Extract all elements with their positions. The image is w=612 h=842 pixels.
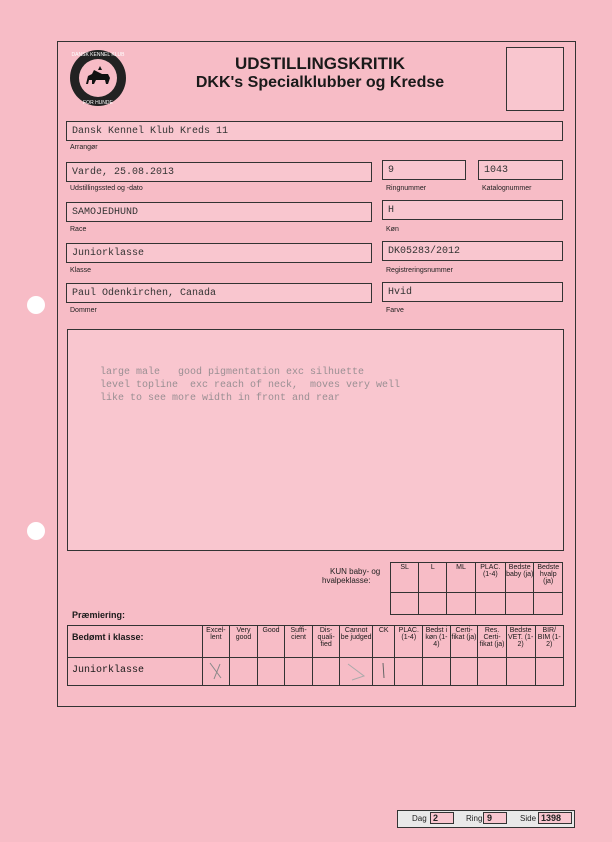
kon-field [382,200,563,220]
ring-label: Ringnummer [386,185,427,192]
dommer-value: Paul Odenkirchen, Canada [72,288,217,299]
col-disqualified: Dis-quali-fied [312,626,340,658]
grade-cell [257,658,285,686]
col-sufficient: Suffi-cient [285,626,313,658]
baby-cell [505,593,534,615]
reg-label: Registreringsnummer [386,267,453,274]
col-ck: CK [372,626,394,658]
excellent-check-mark [203,658,230,684]
grade-cell [230,658,258,686]
klasse-value: Juniorklasse [72,248,145,259]
col-excellent: Excel-lent [202,626,230,658]
grade-cell [395,658,423,686]
baby-label-2: hvalpeklasse: [322,576,371,585]
baby-col-sl: SL [391,563,419,593]
kon-value: H [388,205,395,216]
baby-cell [475,593,505,615]
klasse-label: Klasse [70,267,92,274]
col-certifikat: Certi-fikat (ja) [450,626,478,658]
col-cannot-be-judged: Cannot be judged [340,626,373,658]
side-label: Side [520,814,537,823]
col-plac: PLAC. (1-4) [395,626,423,658]
critique-line-1: large male good pigmentation exc silhuette [100,367,365,378]
farve-value: Hvid [388,287,413,298]
critique-line-3: like to see more width in front and rear [100,393,341,404]
baby-col-bedste-baby: Bedste baby (ja) [505,563,534,593]
grade-cell [423,658,451,686]
col-bedste-vet: Bedste VET. (1-2) [506,626,535,658]
grade-cell [450,658,478,686]
ring-field [382,160,466,180]
punch-hole-bottom [27,522,45,540]
col-good: Good [257,626,285,658]
dommer-label: Dommer [70,307,97,314]
col-res-certifikat: Res. Certi-fikat (ja) [478,626,507,658]
arrangor-value: Dansk Kennel Klub Kreds 11 [72,126,229,137]
bedomt-header: Bedømt i klasse: [68,626,203,658]
grade-cell [478,658,507,686]
ring-value: 9 [388,165,395,176]
katalog-label: Katalognummer [482,185,532,192]
col-bir-bim: BIR/ BIM (1-2) [535,626,563,658]
ring-footer-label: Ring [466,814,483,823]
arrangor-label: Arrangør [70,144,98,151]
cannot-judged-mark [340,658,372,684]
form-subtitle: DKK's Specialklubber og Kredse [195,74,445,91]
dkk-logo [68,48,128,108]
baby-cell [447,593,475,615]
ck-cell [372,658,394,686]
photo-box [506,47,564,111]
col-bedst-i-kon: Bedst i køn (1-4) [423,626,451,658]
farve-label: Farve [386,307,404,314]
critique-line-2: level topline exc reach of neck, moves very well [100,380,401,391]
kon-label: Køn [386,226,399,233]
grade-cell [506,658,535,686]
row-class-value: Juniorklasse [68,658,203,686]
form-title: UDSTILLINGSKRITIK [235,54,405,73]
grade-cell [285,658,313,686]
dag-label: Dag [412,814,427,823]
grade-cell [312,658,340,686]
ring-footer-value: 9 [487,813,493,823]
critique-box [67,329,564,551]
premiering-label: Præmiering: [72,610,126,620]
cannot-mark-cell [340,658,373,686]
baby-cell [534,593,563,615]
col-very-good: Very good [230,626,258,658]
race-value: SAMOJEDHUND [72,207,139,218]
excellent-mark-cell [202,658,230,686]
reg-value: DK05283/2012 [388,246,461,257]
race-label: Race [70,226,87,233]
baby-col-bedste-hvalp: Bedste hvalp (ja) [534,563,563,593]
svg-text:FOR HUNDE: FOR HUNDE [83,100,113,106]
sted-value: Varde, 25.08.2013 [72,167,175,178]
baby-col-l: L [419,563,447,593]
side-value: 1398 [541,813,562,823]
baby-table [390,562,563,615]
grade-cell [535,658,563,686]
punch-hole-top [27,296,45,314]
baby-col-ml: ML [447,563,475,593]
dag-value: 2 [433,813,439,823]
baby-cell [391,593,419,615]
baby-label-1: KUN baby- og [330,567,381,576]
premiering-table [67,625,564,686]
svg-text:DANSK KENNEL KLUB: DANSK KENNEL KLUB [71,52,125,58]
ck-mark [373,658,395,684]
baby-col-plac: PLAC. (1-4) [475,563,505,593]
katalog-value: 1043 [484,165,509,176]
baby-cell [419,593,447,615]
sted-label: Udstillingssted og -dato [70,185,143,192]
